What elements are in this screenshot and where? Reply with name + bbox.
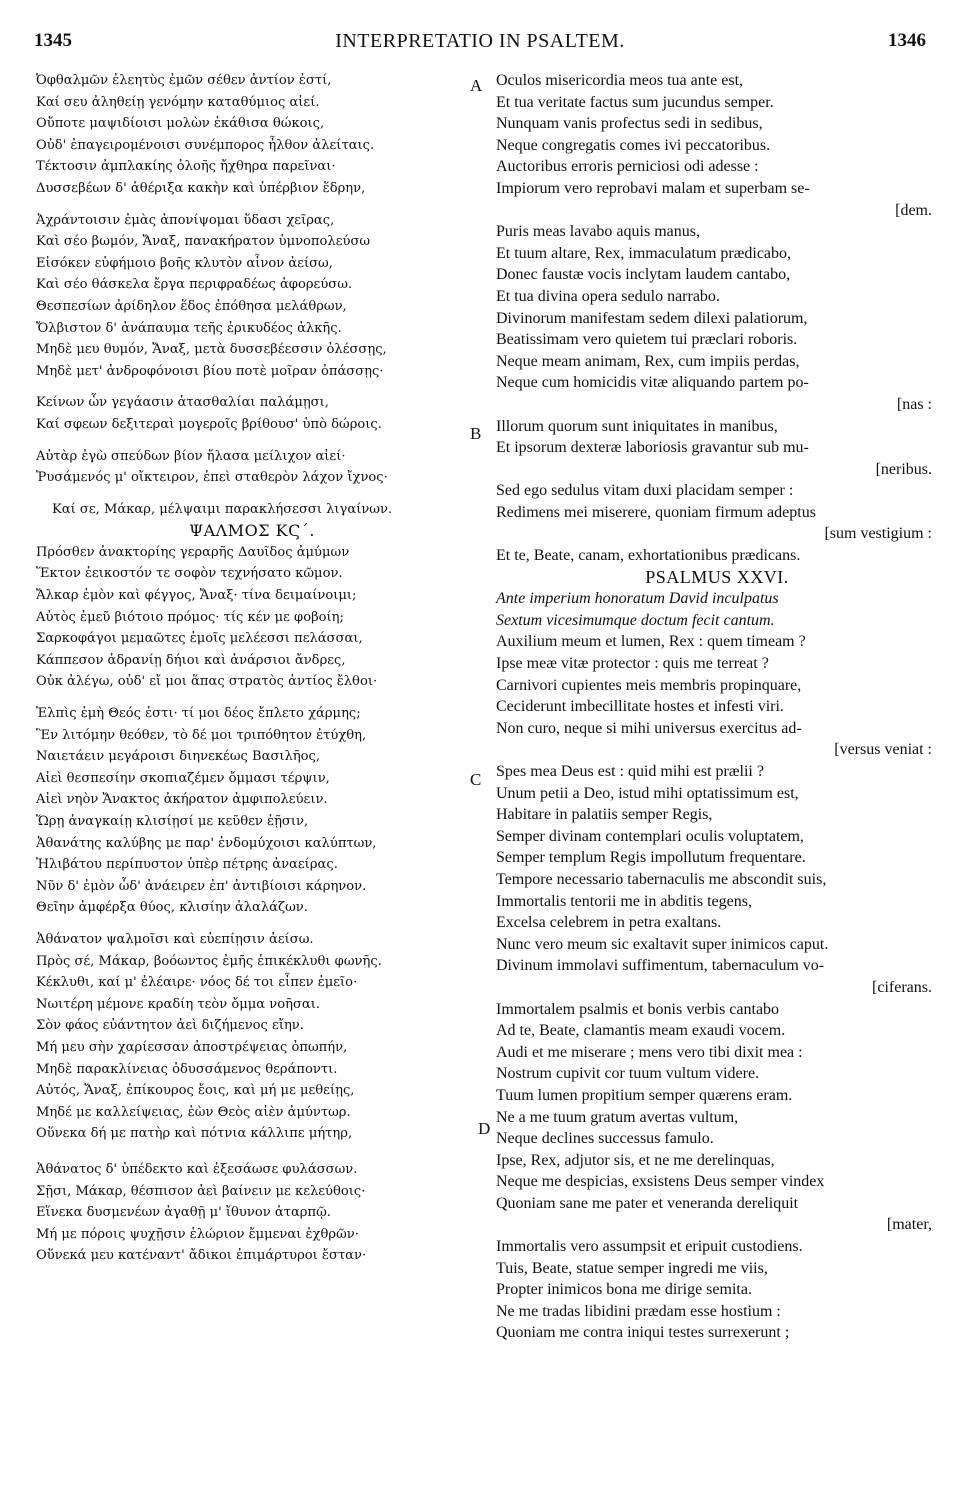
greek-verse-line: Ῥυσάμενός μ' οἴκτειρον, ἐπεὶ σταθερὸν λάχον ἴχνος· [36,470,388,486]
greek-verse-line: Πρὸς σέ, Μάκαρ, βοόωντος ἐμῆς ἐπικέκλυθι φωνῆς. [36,953,382,969]
latin-verse-line: Donec faustæ vocis inclytam laudem cantabo, [496,266,791,284]
greek-verse-line: Ὄλβιστον δ' ἀνάπαυμα τεῆς ἐρικυδέος ἀλκῆς. [36,320,342,336]
greek-verse-line: Κέκλυθι, καί μ' ἐλέαιρε· νόος δέ τοι εἶπεν ἐμεῖο· [36,975,358,991]
section-marker-c: C [470,770,482,789]
latin-verse-line: Impiorum vero reprobavi malam et superbam se- [496,179,810,197]
latin-verse-line: Sextum vicesimumque doctum fecit cantum. [496,611,775,629]
latin-verse-line: Carnivori cupientes meis membris propinquare, [496,676,802,694]
latin-verse-line: Audi et me miserare ; mens vero tibi dixit mea : [496,1043,803,1061]
latin-verse-line: Nunquam vanis profectus sedi in sedibus, [496,115,763,133]
greek-verse-line: Κάππεσον ἀδρανίῃ δήιοι καὶ ἀνάρσιοι ἄνδρες, [36,652,346,668]
latin-verse-line: Unum petii a Deo, istud mihi optatissimum est, [496,784,799,802]
latin-verse-line: Habitare in palatiis semper Regis, [496,806,713,824]
latin-verse-line: Illorum quorum sunt iniquitates in manibus, [496,417,778,435]
greek-verse-line: Μή με πόροις ψυχῇσιν ἑλώριον ἔμμεναι ἐχθρῶν· [36,1226,359,1242]
greek-verse-line: Ἄλκαρ ἐμὸν καὶ φέγγος, Ἄναξ· τίνα δειμαίνοιμι; [36,588,357,604]
running-title: INTERPRETATIO IN PSALTEM. [335,30,625,52]
greek-verse-line: Αἰεὶ νηὸν Ἄνακτος ἀκήρατον ἀμφιπολεύειν. [36,792,328,808]
greek-verse-line: Νῦν δ' ἐμὸν ὧδ' ἀνάειρεν ἐπ' ἀντιβίοισι κάρηνον. [36,878,367,894]
section-marker-a: A [470,76,483,95]
latin-verse-line: Propter inimicos bona me dirige semita. [496,1281,752,1299]
greek-verse-line: Θεσπεσίων ἀρίδηλον ἕδος ἐπόθησα μελάθρων, [36,298,347,314]
greek-verse-line: Ἓν λιτόμην θεόθεν, τὸ δέ μοι τριπόθητον ἐτύχθη, [36,727,367,743]
greek-verse-line: Μηδέ με καλλείψειας, ἐὼν Θεὸς αἰὲν ἀμύντωρ. [36,1104,351,1120]
greek-verse-line: Μηδὲ παρακλίνειας ὀδυσσάμενος θεράποντι. [36,1061,338,1077]
latin-verse-line: Beatissimam vero quietem tui præclari roboris. [496,331,798,349]
latin-verse-line: Sed ego sedulus vitam duxi placidam semper : [496,482,794,500]
latin-verse-line: Immortalis vero assumpsit et eripuit custodiens. [496,1238,803,1256]
latin-verse-line: Excelsa celebrem in petra exaltans. [496,914,722,932]
latin-verse-line: PSALMUS XXVI. [645,566,789,587]
latin-verse-line: Divinorum manifestam sedem dilexi palatiorum, [496,309,808,327]
latin-verse-line: Neque congregatis comes ivi peccatoribus. [496,136,771,154]
greek-verse-line: Ἀθάνατον ψαλμοῖσι καὶ εὐεπίῃσιν ἀείσω. [36,931,314,947]
greek-column [36,70,468,1267]
latin-verse-line: [ciferans. [872,978,932,996]
greek-verse-line: Αὐτὸς ἐμεῦ βιότοιο πρόμος· τίς κέν με φοβοίη; [36,609,344,625]
latin-verse-line: Neque me despicias, exsistens Deus semper vindex [496,1173,825,1191]
greek-verse-line: Οὕνεκα δή με πατὴρ καὶ πότνια κάλλιπε μήτηρ, [36,1126,353,1142]
latin-verse-line: [mater, [886,1216,932,1234]
greek-verse-line: Καὶ σέο βωμόν, Ἄναξ, πανακήρατον ὑμνοπολεύσω [36,234,371,250]
greek-verse-line: Ναιετάειν μεγάροισι διηνεκέως Βασιλῆος, [36,749,321,765]
greek-verse-line: Καί σε, Μάκαρ, μέλψαιμι παρακλήσεσσι λιγαίνων. [52,501,393,517]
greek-verse-line: ΨΑΛΜΟΣ ΚϚ΄. [189,521,315,541]
latin-verse-line: Non curo, neque si mihi universus exercitus ad- [496,719,802,737]
latin-verse-line: Oculos misericordia meos tua ante est, [496,72,744,89]
latin-verse-line: Nunc vero meum sic exaltavit super inimicos caput. [496,935,829,953]
greek-verse-line: Δυσσεβέων δ' ἀθέριξα κακὴν καὶ ὑπέρβιον ἕδρην, [36,180,366,196]
latin-verse-line: Ceciderunt imbecillitate hostes et infesti viri. [496,698,784,716]
latin-verse-line: Tuis, Beate, statue semper ingredi me viis, [496,1259,768,1277]
greek-verse-line: Ἀθανάτης καλύβης με παρ' ἐνδομύχοισι καλύπτων, [36,835,377,851]
latin-verse-line: Immortalem psalmis et bonis verbis cantabo [496,1000,780,1018]
latin-verse-line: Ne a me tuum gratum avertas vultum, [496,1108,739,1126]
latin-verse-line: Quoniam me contra iniqui testes surrexerunt ; [496,1324,790,1342]
latin-verse-line: Neque cum homicidis vitæ aliquando partem po- [496,374,809,392]
latin-verse-line: Et tuum altare, Rex, immaculatum prædicabo, [496,244,792,262]
greek-verse-line: Τέκτοσιν ἀμπλακίης ὀλοῆς ἤχθηρα παρεῖναι· [36,159,336,175]
latin-verse-line: Semper divinam contemplari oculis voluptatem, [496,827,804,845]
latin-verse-line: Ne me tradas libidini prædam esse hostium : [496,1302,781,1320]
latin-verse-line: Ipse, Rex, adjutor sis, et ne me derelinquas, [496,1151,775,1169]
greek-verse-line: Ἀθάνατος δ' ὑπέδεκτο καὶ ἐξεσάωσε φυλάσσων. [36,1161,358,1177]
latin-verse-line: Ante imperium honoratum David inculpatus [496,590,779,608]
greek-verse-line: Οὕνεκά μευ κατέναντ' ἄδικοι ἐπιμάρτυροι ἔσταν· [36,1248,367,1264]
greek-verse-line: Αἰεὶ θεσπεσίην σκοπιαζέμεν ὄμμασι τέρψιν, [36,770,330,786]
latin-verse-line: Et tua divina opera sedulo narrabo. [496,287,720,305]
latin-column [494,70,938,1344]
greek-verse-line: Σαρκοφάγοι μεμαῶτες ἐμοῖς μελέεσσι πελάσσαι, [36,631,363,647]
latin-verse-line: Neque meam animam, Rex, cum impiis perdas, [496,352,800,370]
greek-verse-line: Ἕκτον ἐεικοστόν τε σοφὸν τεχνήσατο κῶμον. [36,566,343,582]
right-page-number: 1346 [888,30,926,51]
latin-verse-line: Tempore necessario tabernaculis me abscondit suis, [496,870,827,888]
greek-verse-line: Μή μευ σὴν χαρίεσσαν ἀποστρέψειας ὀπωπήν, [36,1039,348,1055]
latin-verse-line: [neribus. [875,460,932,478]
latin-verse-line: Neque declines successus famulo. [496,1130,714,1148]
section-marker-b: B [470,424,482,443]
greek-verse-line: Καί σφεων δεξιτεραὶ μογεροῖς βρίθουσ' ὑπὸ δώροις. [36,416,382,432]
greek-verse-line: Οὔποτε μαψιδίοισι μολὼν ἐκάθισα θώκοις, [36,116,325,132]
left-page-number: 1345 [34,30,72,51]
latin-verse-line: Ipse meæ vitæ protector : quis me terreat ? [496,655,769,673]
greek-verse-line: Αὐτὰρ ἐγὼ σπεύδων βίον ἤλασα μείλιχον αἰεί· [36,448,346,464]
section-marker-d: D [478,1119,491,1138]
latin-verse-line: Et te, Beate, canam, exhortationibus prædicans. [496,547,801,565]
greek-verse-line: Θεῖην ἀμφέρξα θύος, κλισίην ἀλαλάζων. [36,900,308,916]
latin-verse-line: Nostrum cupivit cor tuum vultum videre. [496,1065,760,1083]
greek-verse-line: Οὐδ' ἐπαγειρομένοισι συνέμπορος ἦλθον ἀλείταις. [36,137,375,153]
latin-verse-line: [dem. [895,201,932,219]
latin-verse-line: Auxilium meum et lumen, Rex : quem timeam ? [496,633,806,651]
latin-verse-line: Spes mea Deus est : quid mihi est prælii ? [496,763,764,780]
greek-verse-line: Ἀχράντοισιν ἐμὰς ἀπονίψομαι ὕδασι χεῖρας, [36,212,335,228]
latin-verse-line: Puris meas lavabo aquis manus, [496,223,700,241]
greek-verse-line: Εἰσόκεν εὐφήμοιο βοῆς κλυτὸν αἶνον ἀείσω, [36,255,333,271]
latin-verse-line: Redimens mei miserere, quoniam firmum adeptus [496,503,816,521]
greek-verse-line: Καί σευ ἀληθείῃ γενόμην καταθύμιος αἰεί. [36,94,320,110]
greek-verse-line: Αὐτός, Ἄναξ, ἐπίκουρος ἔοις, καὶ μή με μεθείῃς, [36,1083,355,1099]
latin-verse-line: Et tua veritate factus sum jucundus semper. [496,93,774,111]
latin-verse-line: Auctoribus erroris perniciosi odi adesse : [496,158,759,176]
greek-verse-line: Οὐκ ἀλέγω, οὐδ' εἴ μοι ἅπας στρατὸς ἀντίος ἔλθοι· [36,674,378,690]
greek-verse-line: Μηδὲ μευ θυμόν, Ἄναξ, μετὰ δυσσεβέεσσιν ὀλέσσῃς, [36,342,387,358]
latin-verse-line: Tuum lumen propitium semper quærens eram. [496,1086,793,1104]
greek-verse-line: Νωιτέρη μέμονε κραδίη τεὸν ὄμμα νοῆσαι. [36,996,321,1012]
latin-verse-line: Semper templum Regis impollutum frequentare. [496,849,806,867]
greek-verse-line: Κείνων ὧν γεγάασιν ἀτασθαλίαι παλάμῃσι, [36,395,329,411]
latin-verse-line: Et ipsorum dexteræ laboriosis gravantur sub mu- [496,439,809,457]
latin-verse-line: Quoniam sane me pater et veneranda dereliquit [496,1194,799,1212]
greek-verse-line: Ὥρῃ ἀναγκαίῃ κλισίῃσί με κεῦθεν ἑῇσιν, [36,814,309,829]
greek-verse-line: Πρόσθεν ἀνακτορίης γεραρῆς Δαυῖδος ἀμύμων [36,544,350,560]
latin-verse-line: Immortalis tentorii me in abditis tegens, [496,892,752,910]
greek-verse-line: Ἠλιβάτου περίπυστον ὑπὲρ πέτρης ἀναείρας. [36,857,338,873]
greek-verse-line: Καὶ σέο θάσκελα ἔργα περιφραδέως ἀφορεύσω. [36,277,353,293]
greek-verse-line: Σὸν φάος εὐάντητον ἀεὶ διζήμενος εἴην. [36,1018,304,1034]
greek-verse-line: Εἵνεκα δυσμενέων ἀγαθῇ μ' ἴθυνον ἀταρπῷ. [36,1205,331,1221]
latin-verse-line: [versus veniat : [834,741,932,759]
greek-verse-line: Μηδὲ μετ' ἀνδροφόνοισι βίου ποτὲ μοῖραν ὀπάσσῃς· [36,363,384,379]
latin-verse-line: Divinum immolavi suffimentum, tabernaculum vo- [496,957,825,975]
greek-verse-line: Ὀφθαλμῶν ἐλεητὺς ἐμῶν σέθεν ἀντίον ἐστί, [36,73,332,88]
running-header [34,30,926,54]
latin-verse-line: [sum vestigium : [824,525,932,543]
latin-verse-line: Ad te, Beate, clamantis meam exaudi vocem. [496,1022,786,1040]
latin-verse-line: [nas : [896,395,932,413]
greek-verse-line: Ἐλπὶς ἐμὴ Θεός ἐστι· τί μοι δέος ἔπλετο χάρμης; [36,706,361,722]
greek-verse-line: Σῇσι, Μάκαρ, θέσπισον ἀεὶ βαίνειν με κελεύθοις· [36,1183,366,1199]
